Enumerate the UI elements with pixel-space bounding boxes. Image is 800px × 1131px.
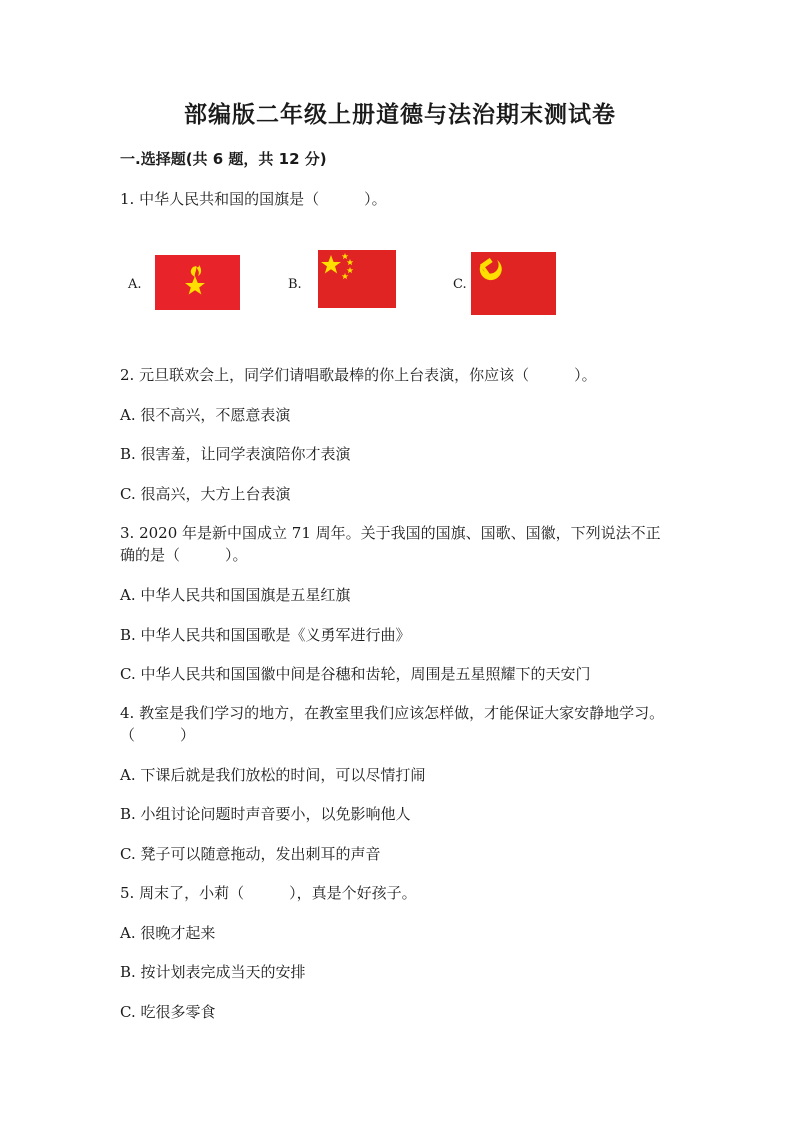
question-5-option-c: C. 吃很多零食 xyxy=(120,1003,216,1021)
section-title: 一.选择题(共 6 题，共 12 分) xyxy=(120,150,327,168)
question-5-option-b: B. 按计划表完成当天的安排 xyxy=(120,963,306,981)
question-3-option-a: A. 中华人民共和国国旗是五星红旗 xyxy=(120,586,351,604)
option-a-label: A. xyxy=(128,277,142,292)
question-4-option-b: B. 小组讨论问题时声音要小，以免影响他人 xyxy=(120,805,411,823)
question-5-option-a: A. 很晚才起来 xyxy=(120,924,216,942)
option-b-label: B. xyxy=(288,277,302,292)
page-title: 部编版二年级上册道德与法治期末测试卷 xyxy=(184,102,616,128)
question-5-stem: 5. 周末了，小莉（ ），真是个好孩子。 xyxy=(120,884,417,902)
party-flag-icon xyxy=(471,252,556,315)
question-2-stem: 2. 元旦联欢会上，同学们请唱歌最棒的你上台表演，你应该（ ）。 xyxy=(120,366,597,384)
question-4-stem: 4. 教室是我们学习的地方，在教室里我们应该怎样做，才能保证大家安静地学习。（ ） xyxy=(120,704,665,744)
question-1-stem: 1. 中华人民共和国的国旗是（ ）。 xyxy=(120,190,387,208)
question-2-option-a: A. 很不高兴，不愿意表演 xyxy=(120,406,291,424)
question-3-option-b: B. 中华人民共和国国歌是《义勇军进行曲》 xyxy=(120,626,411,644)
question-2-option-b: B. 很害羞，让同学表演陪你才表演 xyxy=(120,445,351,463)
question-4-option-c: C. 凳子可以随意拖动，发出刺耳的声音 xyxy=(120,845,381,863)
youth-league-flag-icon xyxy=(155,255,240,310)
question-3-option-c: C. 中华人民共和国国徽中间是谷穗和齿轮，周围是五星照耀下的天安门 xyxy=(120,665,591,683)
question-4-option-a: A. 下课后就是我们放松的时间，可以尽情打闹 xyxy=(120,766,426,784)
option-c-label: C. xyxy=(453,277,467,292)
question-2-option-c: C. 很高兴，大方上台表演 xyxy=(120,485,291,503)
question-3-stem: 3. 2020 年是新中国成立 71 周年。关于我国的国旗、国歌、国徽，下列说法不正确的是（ ）。 xyxy=(120,524,661,564)
national-flag-icon xyxy=(318,250,396,308)
